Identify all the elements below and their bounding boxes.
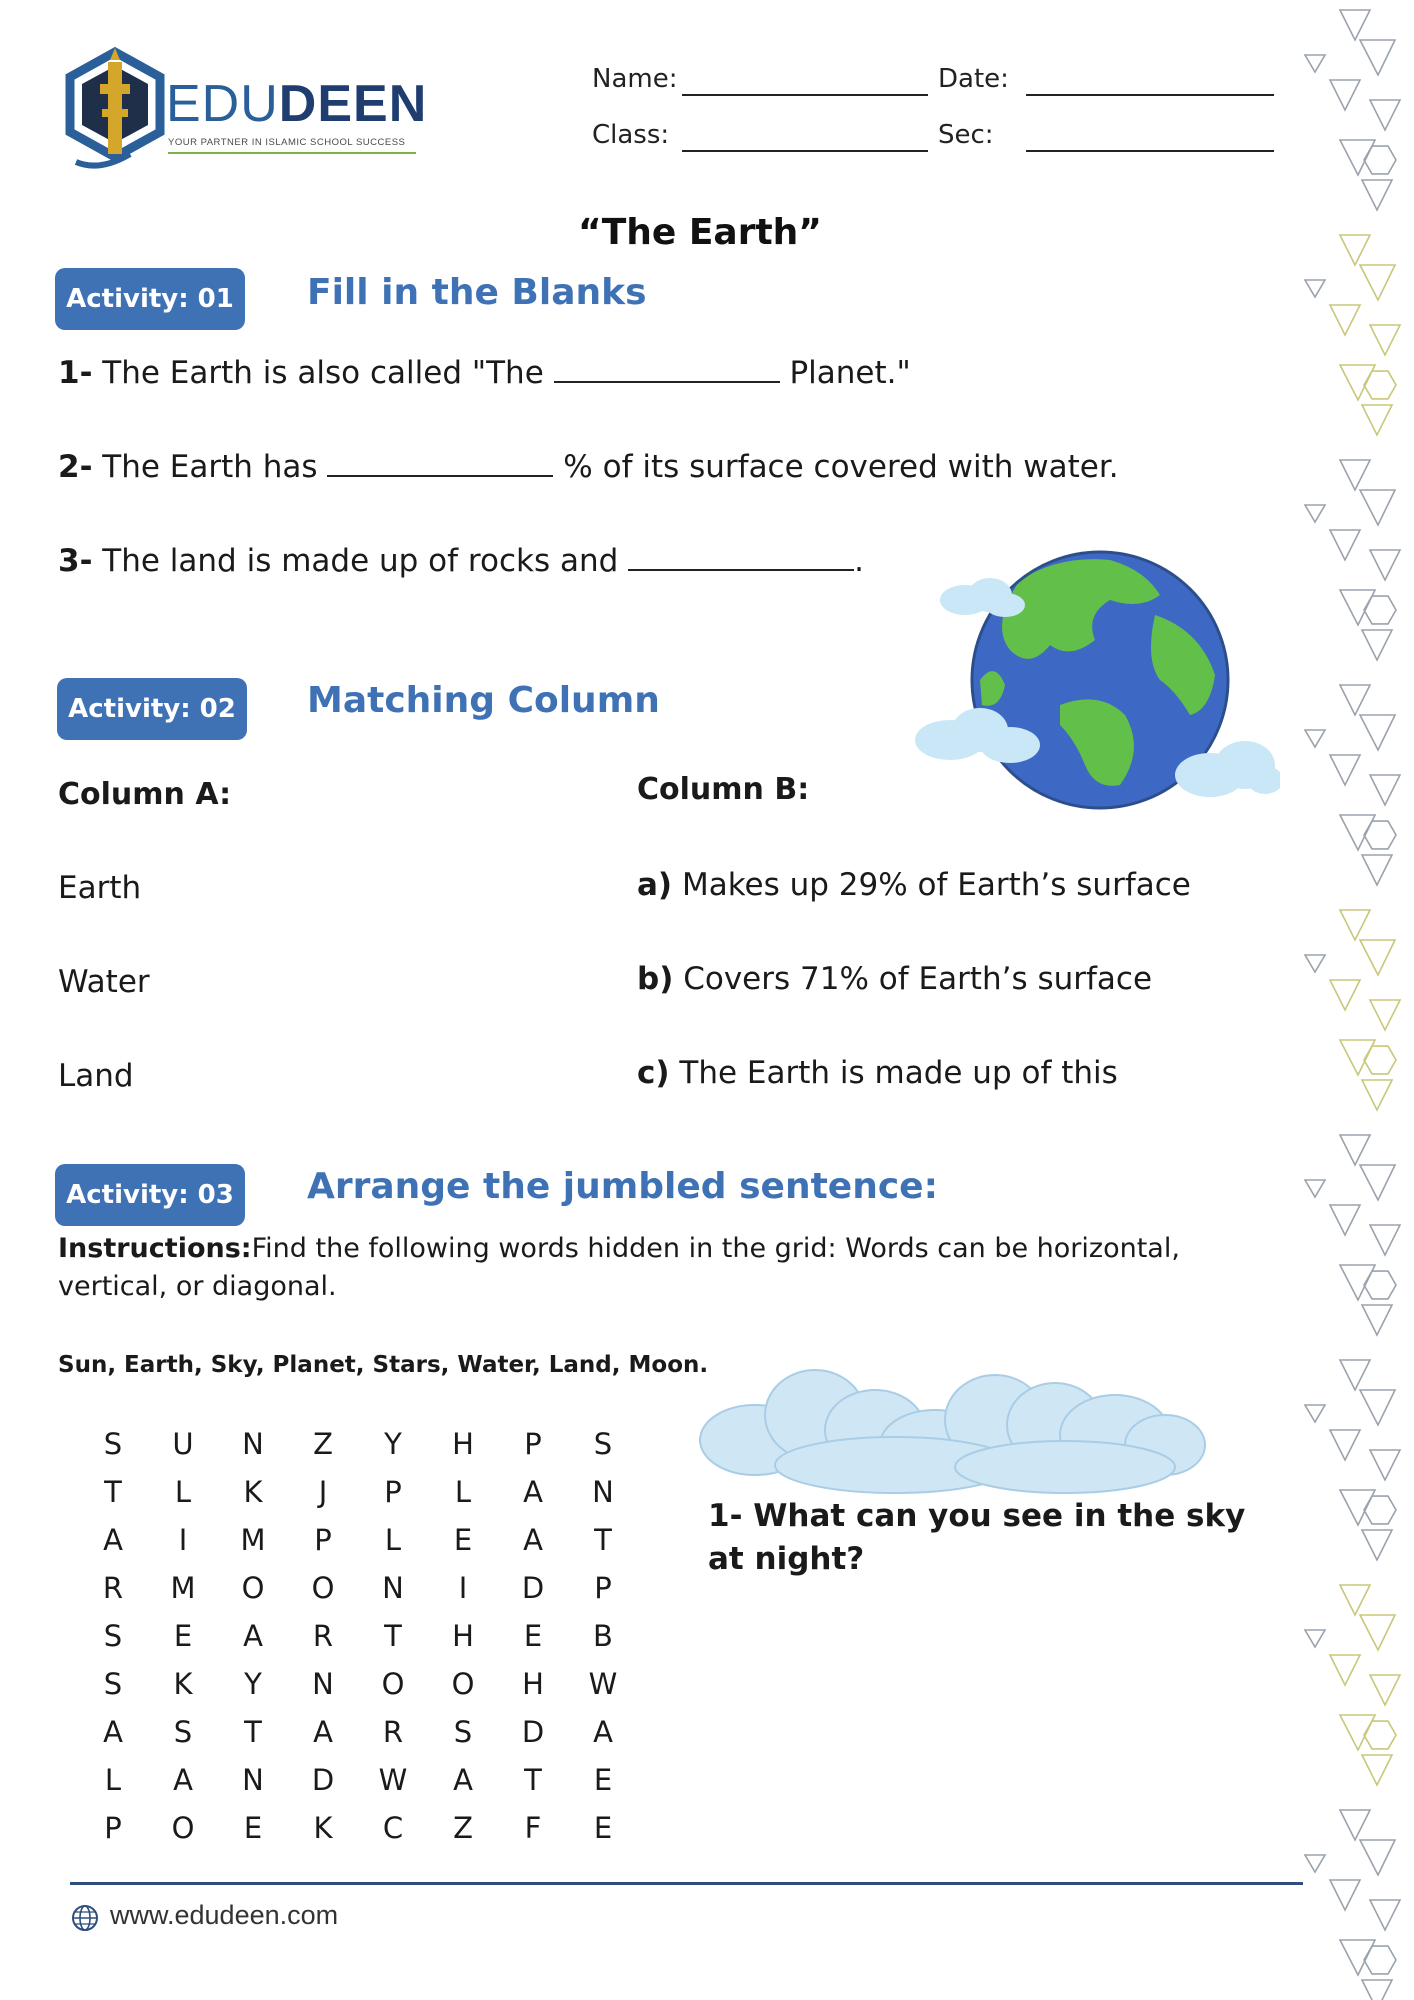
grid-letter[interactable]: H (452, 1619, 474, 1653)
grid-letter[interactable]: D (311, 1763, 335, 1797)
answer-blank-1[interactable] (554, 353, 780, 383)
answer-blank-2[interactable] (327, 447, 553, 477)
grid-letter[interactable]: H (522, 1667, 544, 1701)
grid-letter[interactable]: C (382, 1811, 404, 1845)
date-label: Date: (938, 64, 1009, 94)
grid-letter[interactable]: N (242, 1427, 264, 1461)
date-field[interactable] (1026, 94, 1274, 96)
brand-tagline: YOUR PARTNER IN ISLAMIC SCHOOL SUCCESS (168, 137, 406, 148)
grid-letter[interactable]: A (103, 1523, 123, 1557)
clouds-illustration (695, 1355, 1215, 1505)
grid-letter[interactable]: O (171, 1811, 195, 1845)
class-field[interactable] (682, 150, 928, 152)
grid-letter[interactable]: T (244, 1715, 262, 1749)
grid-letter[interactable]: F (524, 1811, 542, 1845)
grid-letter[interactable]: T (104, 1475, 122, 1509)
activity-2-badge: Activity: 02 (57, 678, 247, 740)
grid-letter[interactable]: M (240, 1523, 266, 1557)
column-b-item: c) The Earth is made up of this (637, 1055, 1118, 1091)
grid-letter[interactable]: O (381, 1667, 405, 1701)
grid-row (78, 1468, 638, 1516)
grid-letter[interactable]: S (593, 1427, 613, 1461)
tagline-underline (168, 152, 416, 154)
grid-letter[interactable]: I (178, 1523, 188, 1557)
class-label: Class: (592, 120, 670, 150)
grid-letter[interactable]: D (521, 1715, 545, 1749)
grid-letter[interactable]: U (172, 1427, 194, 1461)
grid-letter[interactable]: S (453, 1715, 473, 1749)
grid-row (78, 1708, 638, 1756)
grid-row (78, 1660, 638, 1708)
grid-letter[interactable]: A (593, 1715, 613, 1749)
instructions: Instructions:Find the following words hidden in the grid: Words can be horizontal, vertical, or diagonal. (58, 1233, 1180, 1302)
grid-letter[interactable]: A (173, 1763, 193, 1797)
brand-name: EDUDEEN (166, 75, 428, 133)
column-b-item: a) Makes up 29% of Earth’s surface (637, 867, 1191, 903)
grid-row (78, 1756, 638, 1804)
activity-1-title: Fill in the Blanks (307, 272, 647, 313)
grid-letter[interactable]: P (594, 1571, 612, 1605)
grid-row (78, 1804, 638, 1852)
name-field[interactable] (682, 94, 928, 96)
grid-letter[interactable]: K (313, 1811, 333, 1845)
grid-letter[interactable]: S (103, 1619, 123, 1653)
grid-letter[interactable]: T (384, 1619, 402, 1653)
grid-letter[interactable]: P (314, 1523, 332, 1557)
grid-letter[interactable]: N (382, 1571, 404, 1605)
grid-letter[interactable]: L (384, 1523, 402, 1557)
grid-letter[interactable]: J (318, 1475, 328, 1509)
grid-row (78, 1612, 638, 1660)
grid-letter[interactable]: A (313, 1715, 333, 1749)
grid-letter[interactable]: Z (453, 1811, 473, 1845)
grid-letter[interactable]: Y (244, 1667, 262, 1701)
grid-letter[interactable]: Z (313, 1427, 333, 1461)
activity-1-badge: Activity: 01 (55, 268, 245, 330)
worksheet-title: “The Earth” (578, 212, 822, 253)
grid-row (78, 1516, 638, 1564)
activity-2-title: Matching Column (307, 680, 660, 721)
grid-letter[interactable]: K (173, 1667, 193, 1701)
grid-letter[interactable]: N (312, 1667, 334, 1701)
grid-letter[interactable]: L (174, 1475, 192, 1509)
name-label: Name: (592, 64, 678, 94)
grid-letter[interactable]: B (593, 1619, 613, 1653)
fill-blank-question-2: 2- The Earth has % of its surface covered with water. (58, 449, 1119, 485)
sec-label: Sec: (938, 120, 994, 150)
word-search-grid (78, 1420, 638, 1852)
grid-letter[interactable]: S (103, 1667, 123, 1701)
sky-question: 1- What can you see in the sky at night? (708, 1498, 1246, 1577)
grid-letter[interactable]: R (312, 1619, 334, 1653)
grid-row (78, 1564, 638, 1612)
grid-letter[interactable]: R (102, 1571, 124, 1605)
fill-blank-question-1: 1- The Earth is also called "The Planet." (58, 355, 911, 391)
column-b-heading: Column B: (637, 772, 810, 807)
grid-row (78, 1420, 638, 1468)
grid-letter[interactable]: H (452, 1427, 474, 1461)
column-a-item: Land (58, 1058, 134, 1094)
grid-letter[interactable]: M (170, 1571, 196, 1605)
grid-letter[interactable]: E (453, 1523, 473, 1557)
grid-letter[interactable]: N (592, 1475, 614, 1509)
website-link[interactable]: www.edudeen.com (110, 1900, 339, 1930)
grid-letter[interactable]: O (451, 1667, 475, 1701)
grid-letter[interactable]: A (243, 1619, 263, 1653)
grid-letter[interactable]: Y (384, 1427, 402, 1461)
grid-letter[interactable]: P (104, 1811, 122, 1845)
grid-letter[interactable]: E (243, 1811, 263, 1845)
grid-letter[interactable]: A (103, 1715, 123, 1749)
grid-letter[interactable]: A (523, 1475, 543, 1509)
column-a-item: Earth (58, 870, 142, 906)
grid-letter[interactable]: E (173, 1619, 193, 1653)
fill-blank-question-3: 3- The land is made up of rocks and . (58, 543, 864, 579)
globe-icon (70, 1903, 100, 1933)
grid-letter[interactable]: P (384, 1475, 402, 1509)
column-a-heading: Column A: (58, 777, 232, 812)
grid-letter[interactable]: E (523, 1619, 543, 1653)
grid-letter[interactable]: A (453, 1763, 473, 1797)
answer-blank-3[interactable] (628, 541, 854, 571)
column-b-item: b) Covers 71% of Earth’s surface (637, 961, 1153, 997)
grid-letter[interactable]: T (594, 1523, 612, 1557)
grid-letter[interactable]: S (103, 1427, 123, 1461)
grid-letter[interactable]: I (458, 1571, 468, 1605)
grid-letter[interactable]: E (593, 1763, 613, 1797)
geometric-pattern-border (1300, 0, 1414, 2000)
grid-letter[interactable]: P (524, 1427, 542, 1461)
footer-divider (70, 1882, 1303, 1885)
activity-3-title: Arrange the jumbled sentence: (307, 1166, 938, 1207)
grid-letter[interactable]: E (593, 1811, 613, 1845)
grid-letter[interactable]: L (104, 1763, 122, 1797)
grid-letter[interactable]: R (382, 1715, 404, 1749)
grid-letter[interactable]: T (524, 1763, 542, 1797)
word-list: Sun, Earth, Sky, Planet, Stars, Water, Land, Moon. (58, 1352, 709, 1378)
grid-letter[interactable]: A (523, 1523, 543, 1557)
grid-letter[interactable]: O (311, 1571, 335, 1605)
grid-letter[interactable]: D (521, 1571, 545, 1605)
activity-3-badge: Activity: 03 (55, 1164, 245, 1226)
sec-field[interactable] (1026, 150, 1274, 152)
grid-letter[interactable]: W (588, 1667, 618, 1701)
grid-letter[interactable]: O (241, 1571, 265, 1605)
grid-letter[interactable]: W (378, 1763, 408, 1797)
grid-letter[interactable]: K (243, 1475, 263, 1509)
column-a-item: Water (58, 964, 150, 1000)
grid-letter[interactable]: L (454, 1475, 472, 1509)
grid-letter[interactable]: S (173, 1715, 193, 1749)
grid-letter[interactable]: N (242, 1763, 264, 1797)
earth-illustration (910, 540, 1280, 830)
